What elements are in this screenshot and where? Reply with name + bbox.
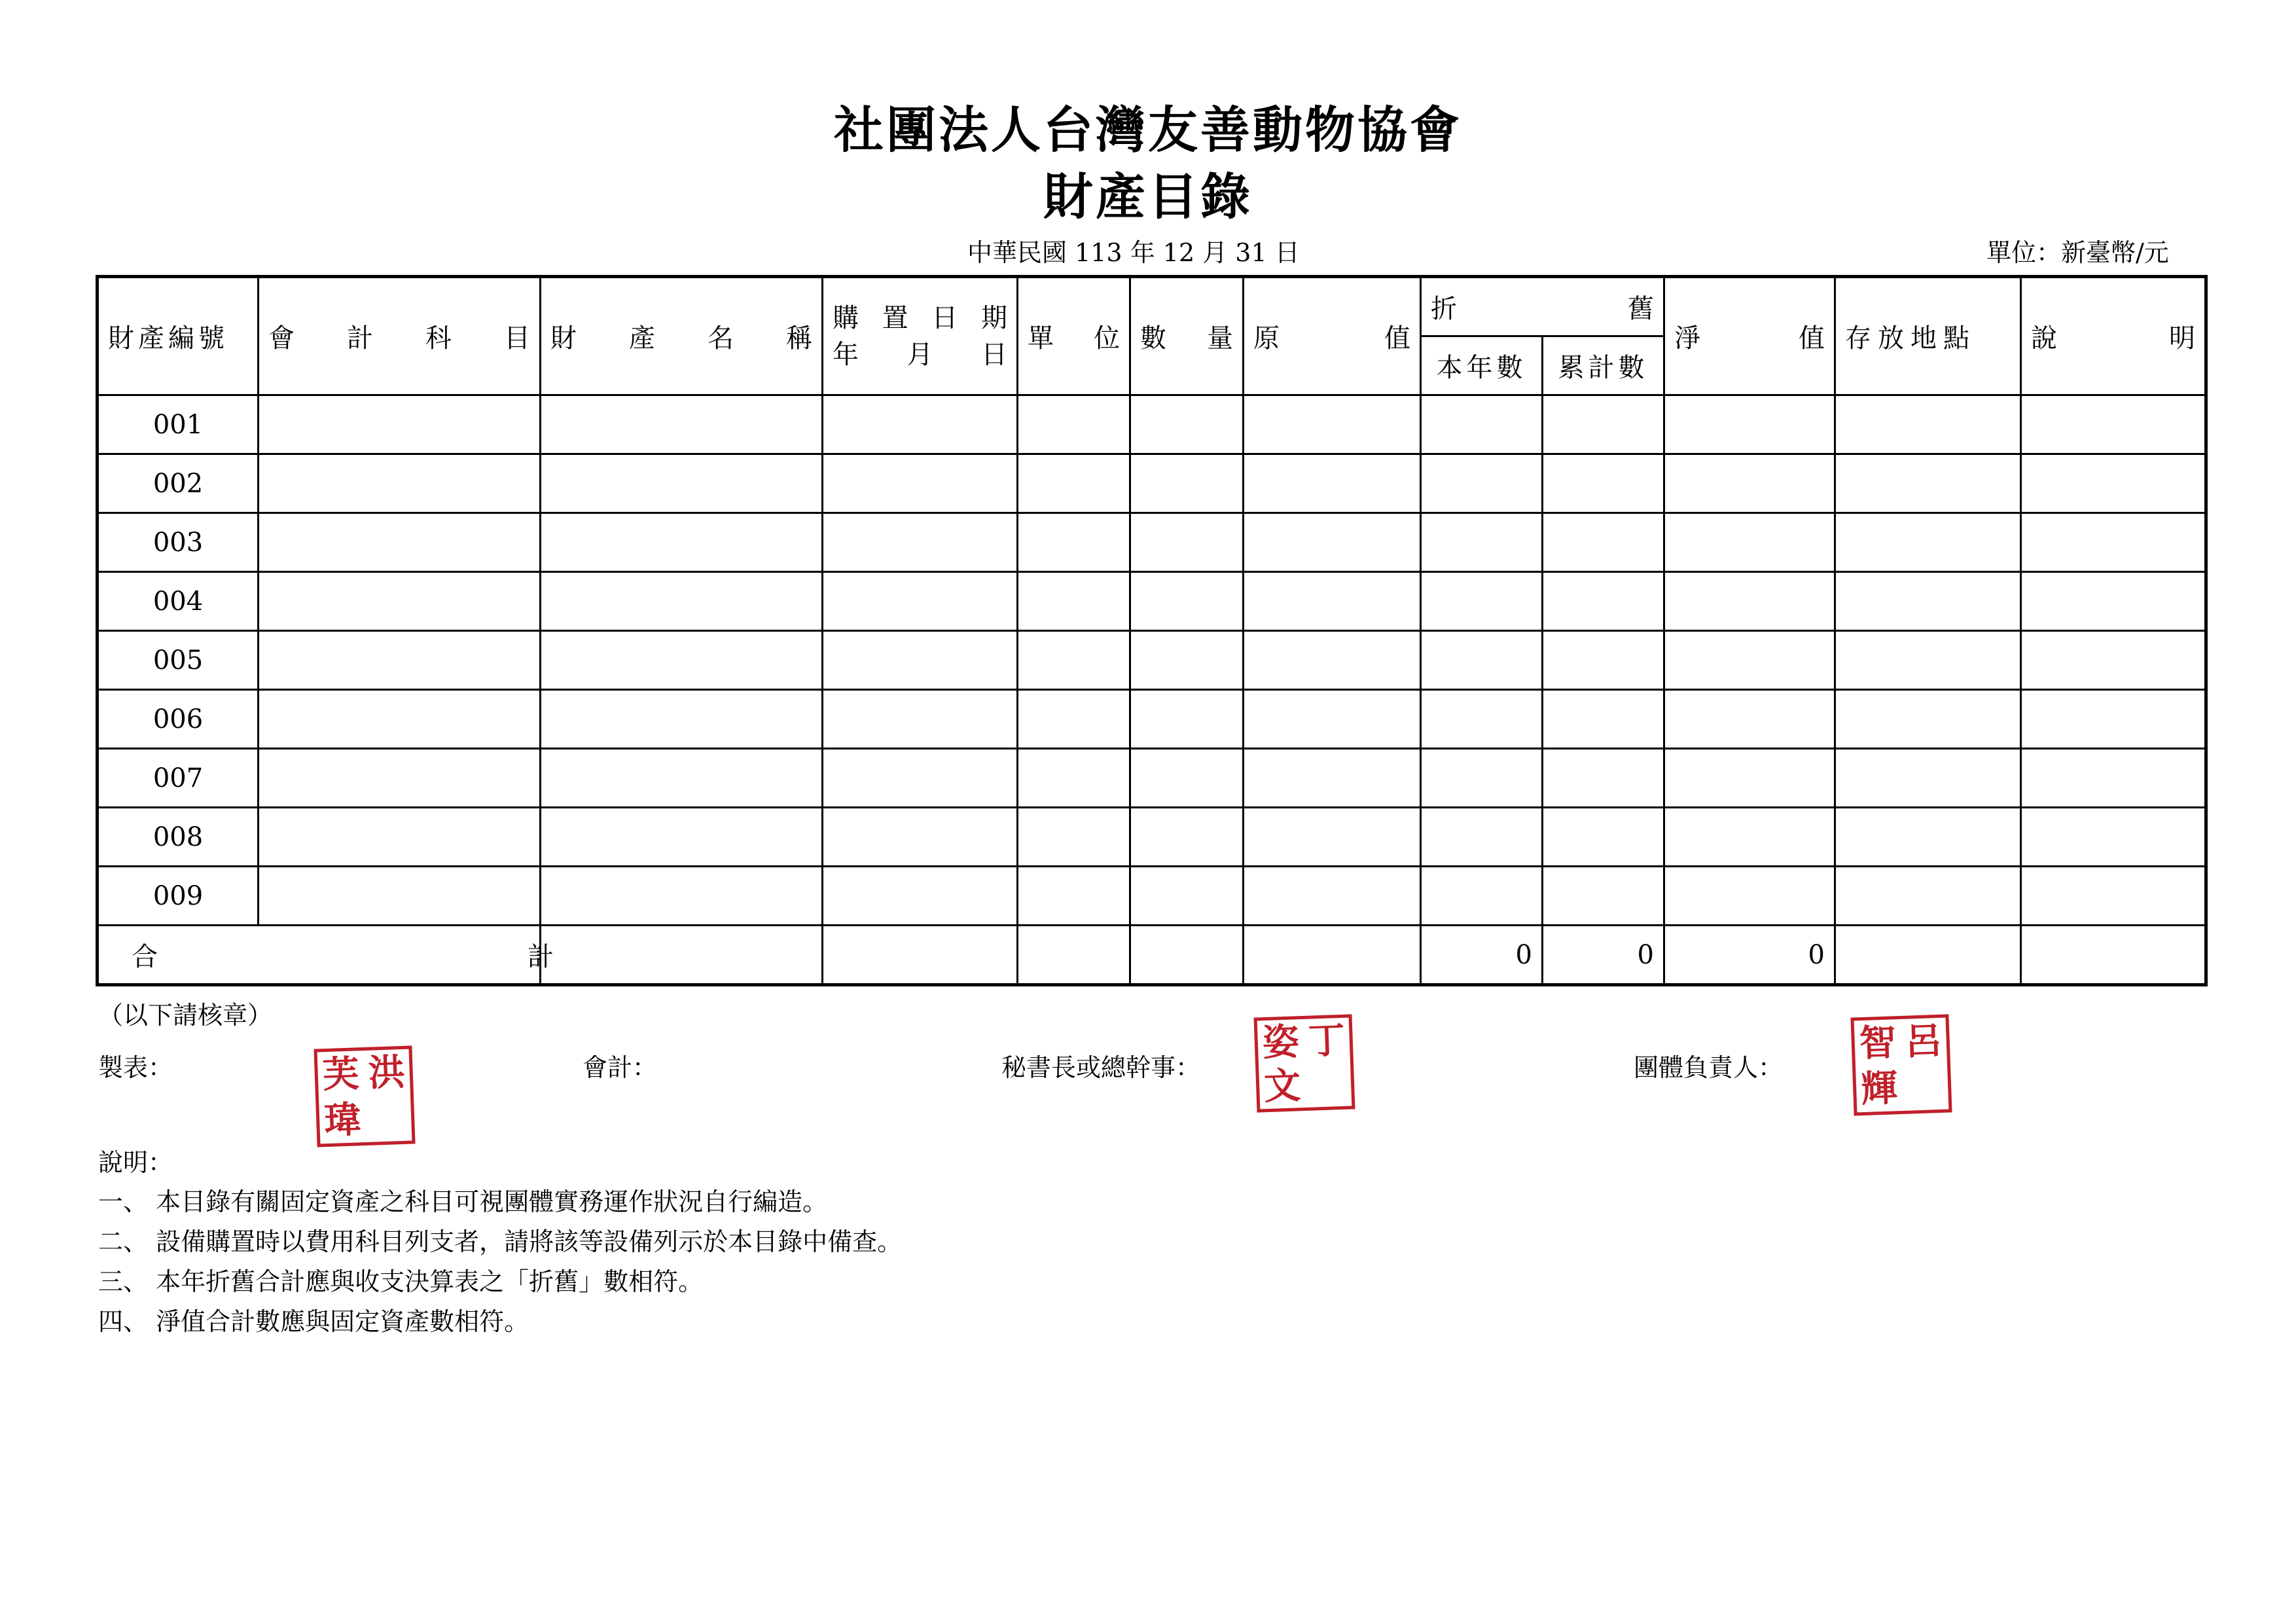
note-header-char: 說 bbox=[2031, 323, 2057, 353]
table-cell[interactable] bbox=[823, 808, 1018, 867]
table-cell[interactable] bbox=[1664, 631, 1835, 690]
table-row bbox=[98, 867, 2206, 926]
account-header-char: 科 bbox=[425, 323, 452, 353]
purchase-header-char: 期 bbox=[980, 302, 1007, 333]
table-cell[interactable] bbox=[823, 513, 1018, 572]
table-cell[interactable] bbox=[1543, 513, 1664, 572]
table-cell[interactable] bbox=[1835, 395, 2021, 454]
table-cell[interactable] bbox=[1421, 572, 1543, 631]
table-cell[interactable] bbox=[1130, 454, 1244, 513]
table-cell[interactable] bbox=[1244, 454, 1421, 513]
table-cell[interactable] bbox=[541, 631, 823, 690]
account-header-char: 計 bbox=[347, 323, 373, 353]
header-row bbox=[98, 277, 2206, 336]
report-date: 中華民國 113 年 12 月 31 日 bbox=[967, 238, 1300, 267]
note-item: 二、 設備購置時以費用科目列支者，請將該等設備列示於本目錄中備查。 bbox=[98, 1227, 903, 1256]
col-property-id bbox=[98, 277, 259, 395]
property-table bbox=[96, 275, 2208, 986]
table-cell[interactable] bbox=[1018, 513, 1130, 572]
table-cell[interactable] bbox=[1664, 454, 1835, 513]
table-cell[interactable] bbox=[541, 395, 823, 454]
table-cell[interactable] bbox=[1018, 395, 1130, 454]
table-cell[interactable] bbox=[1018, 454, 1130, 513]
table-cell[interactable] bbox=[2021, 454, 2206, 513]
purchase-subheader-char: 年 bbox=[833, 339, 859, 370]
table-cell[interactable] bbox=[1244, 749, 1421, 808]
table-cell[interactable] bbox=[2021, 749, 2206, 808]
property-id-cell: 008 bbox=[98, 808, 259, 867]
secretary-seal: 姿 丁 文 bbox=[1254, 1014, 1355, 1112]
stamp-instruction: （以下請核章） bbox=[98, 1001, 273, 1030]
table-cell[interactable] bbox=[1835, 454, 2021, 513]
secretary-label: 秘書長或總幹事： bbox=[1001, 1053, 1201, 1082]
table-cell[interactable] bbox=[1835, 572, 2021, 631]
quantity-header-char: 量 bbox=[1207, 323, 1233, 353]
table-cell[interactable] bbox=[541, 808, 823, 867]
table-cell[interactable] bbox=[1018, 572, 1130, 631]
table-cell[interactable] bbox=[541, 454, 823, 513]
table-cell[interactable] bbox=[1130, 808, 1244, 867]
col-original-value bbox=[1244, 277, 1421, 395]
note-item: 四、 淨值合計數應與固定資產數相符。 bbox=[98, 1307, 529, 1336]
total-label bbox=[98, 926, 554, 985]
depreciation-header-char: 舊 bbox=[1628, 294, 1654, 324]
table-cell[interactable] bbox=[2021, 513, 2206, 572]
organization-name: 社團法人台灣友善動物協會 bbox=[834, 101, 1462, 159]
table-cell[interactable] bbox=[1664, 513, 1835, 572]
original-header-char: 值 bbox=[1384, 323, 1410, 353]
note-header-char: 明 bbox=[2169, 323, 2195, 353]
property-id-cell: 004 bbox=[98, 572, 259, 631]
table-cell[interactable] bbox=[1421, 808, 1543, 867]
col-dep-year: 本年數 bbox=[1421, 336, 1543, 395]
col-net-value bbox=[1664, 277, 1835, 395]
property-id-cell: 005 bbox=[98, 631, 259, 690]
table-cell[interactable] bbox=[1130, 513, 1244, 572]
table-cell[interactable] bbox=[1421, 513, 1543, 572]
table-cell[interactable] bbox=[823, 631, 1018, 690]
table-cell[interactable] bbox=[1130, 749, 1244, 808]
table-cell[interactable] bbox=[1018, 867, 1130, 926]
table-cell[interactable] bbox=[1130, 631, 1244, 690]
table-cell[interactable] bbox=[541, 867, 823, 926]
accountant-label: 會計： bbox=[583, 1053, 658, 1082]
table-cell[interactable] bbox=[1130, 867, 1244, 926]
total-cell bbox=[1130, 926, 1244, 985]
total-cell bbox=[541, 926, 823, 985]
col-unit bbox=[1018, 277, 1130, 395]
table-cell[interactable] bbox=[1130, 572, 1244, 631]
table-cell[interactable] bbox=[2021, 631, 2206, 690]
table-cell[interactable] bbox=[259, 749, 541, 808]
table-cell[interactable] bbox=[1244, 395, 1421, 454]
purchase-subheader-char: 日 bbox=[981, 339, 1007, 370]
table-cell[interactable] bbox=[1543, 867, 1664, 926]
purchase-header-char: 購 bbox=[833, 302, 859, 333]
table-cell[interactable] bbox=[541, 749, 823, 808]
purchase-subheader-char: 月 bbox=[906, 339, 933, 370]
name-header-char: 名 bbox=[708, 323, 734, 353]
col-account bbox=[259, 277, 541, 395]
table-cell[interactable] bbox=[1664, 572, 1835, 631]
col-note bbox=[2021, 277, 2206, 395]
original-header-char: 原 bbox=[1253, 323, 1280, 353]
net-header-char: 值 bbox=[1799, 323, 1825, 353]
col-dep-total: 累計數 bbox=[1543, 336, 1664, 395]
property-id-cell: 006 bbox=[98, 690, 259, 749]
table-cell[interactable] bbox=[1130, 690, 1244, 749]
table-cell[interactable] bbox=[1664, 808, 1835, 867]
table-cell[interactable] bbox=[1421, 454, 1543, 513]
unit-header-char: 位 bbox=[1094, 323, 1120, 353]
maker-seal: 芙 洪 瑋 bbox=[314, 1045, 415, 1147]
table-cell[interactable] bbox=[541, 690, 823, 749]
depreciation-header-char: 折 bbox=[1431, 294, 1457, 324]
total-value-cell: 0 bbox=[1543, 926, 1664, 985]
total-cell bbox=[2021, 926, 2206, 985]
table-cell[interactable] bbox=[259, 454, 541, 513]
table-cell[interactable] bbox=[1244, 572, 1421, 631]
table-cell[interactable] bbox=[1664, 690, 1835, 749]
table-cell[interactable] bbox=[1835, 808, 2021, 867]
table-cell[interactable] bbox=[259, 690, 541, 749]
property-id-cell: 007 bbox=[98, 749, 259, 808]
head-seal: 智 呂 輝 bbox=[1850, 1014, 1952, 1115]
table-cell[interactable] bbox=[1835, 631, 2021, 690]
total-label-char: 合 bbox=[132, 942, 158, 972]
table-cell[interactable] bbox=[1018, 631, 1130, 690]
table-row bbox=[98, 572, 2206, 631]
table-cell[interactable] bbox=[823, 395, 1018, 454]
table-cell[interactable] bbox=[1018, 749, 1130, 808]
quantity-header-char: 數 bbox=[1140, 323, 1166, 353]
total-cell bbox=[823, 926, 1018, 985]
total-value-cell: 0 bbox=[1664, 926, 1835, 985]
table-cell[interactable] bbox=[1543, 631, 1664, 690]
col-location: 存放地點 bbox=[1835, 277, 2021, 395]
table-cell[interactable] bbox=[259, 867, 541, 926]
table-cell[interactable] bbox=[1244, 808, 1421, 867]
table-cell[interactable] bbox=[2021, 867, 2206, 926]
table-cell[interactable] bbox=[541, 513, 823, 572]
total-cell bbox=[1018, 926, 1130, 985]
table-row bbox=[98, 749, 2206, 808]
table-cell[interactable] bbox=[259, 808, 541, 867]
table-cell[interactable] bbox=[823, 454, 1018, 513]
table-cell[interactable] bbox=[1421, 749, 1543, 808]
net-header-char: 淨 bbox=[1674, 323, 1700, 353]
table-row bbox=[98, 808, 2206, 867]
table-cell[interactable] bbox=[2021, 395, 2206, 454]
table-row bbox=[98, 395, 2206, 454]
table-cell[interactable] bbox=[2021, 690, 2206, 749]
purchase-header-char: 日 bbox=[931, 302, 958, 333]
account-header-char: 會 bbox=[268, 323, 295, 353]
table-cell[interactable] bbox=[1244, 513, 1421, 572]
table-cell[interactable] bbox=[1244, 631, 1421, 690]
table-cell[interactable] bbox=[259, 631, 541, 690]
table-cell[interactable] bbox=[1664, 867, 1835, 926]
table-cell[interactable] bbox=[1835, 749, 2021, 808]
notes-heading: 說明： bbox=[98, 1148, 173, 1177]
table-cell[interactable] bbox=[1018, 690, 1130, 749]
table-row bbox=[98, 454, 2206, 513]
table-cell[interactable] bbox=[1835, 690, 2021, 749]
table-cell[interactable] bbox=[259, 572, 541, 631]
col-name bbox=[541, 277, 823, 395]
note-item: 一、 本目錄有關固定資產之科目可視團體實務運作狀況自行編造。 bbox=[98, 1187, 828, 1216]
table-cell[interactable] bbox=[1244, 690, 1421, 749]
table-cell[interactable] bbox=[1421, 631, 1543, 690]
table-cell[interactable] bbox=[1835, 867, 2021, 926]
table-cell[interactable] bbox=[1664, 749, 1835, 808]
table-cell[interactable] bbox=[1130, 395, 1244, 454]
note-item: 三、 本年折舊合計應與收支決算表之「折舊」數相符。 bbox=[98, 1267, 704, 1296]
table-cell[interactable] bbox=[1543, 572, 1664, 631]
total-label-char: 計 bbox=[528, 942, 554, 972]
currency-unit: 單位：新臺幣/元 bbox=[1986, 238, 2169, 267]
table-cell[interactable] bbox=[1018, 808, 1130, 867]
table-cell[interactable] bbox=[2021, 808, 2206, 867]
table-cell[interactable] bbox=[823, 749, 1018, 808]
table-cell[interactable] bbox=[1835, 513, 2021, 572]
name-header-char: 財 bbox=[550, 323, 577, 353]
table-cell[interactable] bbox=[541, 572, 823, 631]
table-cell[interactable] bbox=[259, 395, 541, 454]
table-cell[interactable] bbox=[1421, 867, 1543, 926]
notes-list bbox=[98, 1182, 902, 1342]
property-id-cell: 002 bbox=[98, 454, 259, 513]
table-cell[interactable] bbox=[1421, 395, 1543, 454]
purchase-header-char: 置 bbox=[882, 302, 908, 333]
total-cell bbox=[1244, 926, 1421, 985]
total-value-cell: 0 bbox=[1421, 926, 1543, 985]
table-cell[interactable] bbox=[1244, 867, 1421, 926]
table-row bbox=[98, 690, 2206, 749]
table-row bbox=[98, 631, 2206, 690]
col-quantity bbox=[1130, 277, 1244, 395]
table-cell[interactable] bbox=[2021, 572, 2206, 631]
table-cell[interactable] bbox=[1543, 454, 1664, 513]
total-cell bbox=[1835, 926, 2021, 985]
table-row bbox=[98, 513, 2206, 572]
account-header-char: 目 bbox=[504, 323, 530, 353]
total-row bbox=[98, 926, 2206, 985]
table-cell[interactable] bbox=[1421, 690, 1543, 749]
table-cell[interactable] bbox=[1664, 395, 1835, 454]
table-cell[interactable] bbox=[259, 513, 541, 572]
table-cell[interactable] bbox=[1543, 808, 1664, 867]
property-id-cell: 003 bbox=[98, 513, 259, 572]
head-label: 團體負責人： bbox=[1634, 1053, 1784, 1082]
id-header: 財產編號 bbox=[108, 323, 228, 353]
table-cell[interactable] bbox=[1543, 395, 1664, 454]
property-id-cell: 001 bbox=[98, 395, 259, 454]
table-cell[interactable] bbox=[823, 690, 1018, 749]
name-header-char: 產 bbox=[629, 323, 655, 353]
maker-label: 製表： bbox=[98, 1053, 173, 1082]
table-cell[interactable] bbox=[823, 572, 1018, 631]
table-cell[interactable] bbox=[1543, 749, 1664, 808]
name-header-char: 稱 bbox=[786, 323, 812, 353]
property-id-cell: 009 bbox=[98, 867, 259, 926]
table-cell[interactable] bbox=[1543, 690, 1664, 749]
document-title: 財產目錄 bbox=[1043, 168, 1253, 226]
col-depreciation bbox=[1421, 277, 1664, 336]
col-purchase-date bbox=[823, 277, 1018, 395]
unit-header-char: 單 bbox=[1028, 323, 1054, 353]
table-cell[interactable] bbox=[823, 867, 1018, 926]
